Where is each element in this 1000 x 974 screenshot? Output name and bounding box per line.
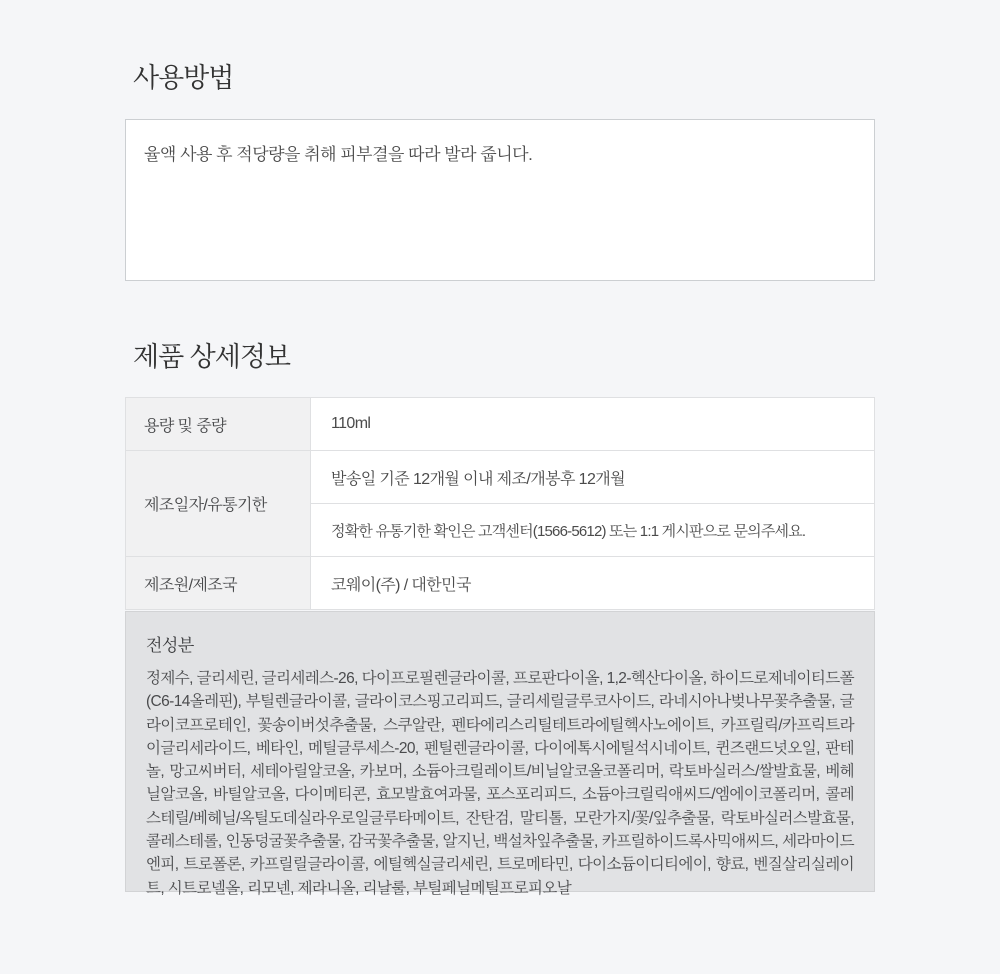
usage-panel bbox=[125, 119, 875, 281]
row-label-expiry: 제조일자/유통기한 bbox=[126, 451, 311, 557]
row-label-manufacturer: 제조원/제조국 bbox=[126, 557, 311, 610]
table-row-capacity bbox=[126, 398, 875, 451]
row-value-capacity: 110ml bbox=[311, 398, 875, 451]
usage-description: 율액 사용 후 적당량을 취해 피부결을 따라 발라 줍니다. bbox=[144, 145, 533, 164]
ingredients-label: 전성분 bbox=[146, 636, 194, 655]
row-value-expiry-2: 정확한 유통기한 확인은 고객센터(1566-5612) 또는 1:1 게시판으로 문의주세요. bbox=[311, 504, 875, 557]
product-detail-table bbox=[125, 397, 875, 610]
usage-section-title: 사용방법 bbox=[133, 63, 234, 93]
table-row-expiry bbox=[126, 451, 875, 504]
row-label-capacity: 용량 및 중량 bbox=[126, 398, 311, 451]
ingredients-text: 정제수, 글리세린, 글리세레스-26, 다이프로필렌글라이콜, 프로판다이올, 1,2-헥산다이올, 하이드로제네이티드폴(C6-14올레핀), 부틸렌글라이콜, 글라이코스핑고리피드, 글리세릴글루코사이드, 라네시아나벚나무꽃추출물, 글라이코프로테인, 꽃송이버섯추출물, 스쿠알란, 펜타에리스리틸테트라에틸헥사노에이트, 카프릴릭/카프릭트라이글리세라이드, 베타인, 메틸글루세스-20, 펜틸렌글라이콜, 다이에톡시에틸석시네이트, 퀸즈랜드넛오일, 판테놀, 망고씨버터, 세테아릴알코올, 카보머, 소듐아크릴레이트/비닐알코올코폴리머, 락토바실러스/쌀발효물, 베헤닐알코올, 바틸알코올, 다이메티콘, 효모발효여과물, 포스포리피드, 소듐아크릴릭애씨드/엠에이코폴리머, 콜레스테릴/베헤닐/옥틸도데실라우로일글루타메이트, 잔탄검, 말티톨, 모란가지/꽃/잎추출물, 락토바실러스발효물, 콜레스테롤, 인동덩굴꽃추출물, 감국꽃추출물, 알지닌, 백설차잎추출물, 카프릴하이드록사믹애씨드, 세라마이드엔피, 트로폴론, 카프릴릴글라이콜, 에틸헥실글리세린, 트로메타민, 다이소듐이디티에이, 향료, 벤질살리실레이트, 시트로넬올, 리모넨, 제라니올, 리날룰, 부틸페닐메틸프로피오날 bbox=[146, 670, 854, 897]
row-value-manufacturer: 코웨이(주) / 대한민국 bbox=[311, 557, 875, 610]
table-row-manufacturer bbox=[126, 557, 875, 610]
ingredients-panel bbox=[125, 611, 875, 897]
row-value-expiry-1: 발송일 기준 12개월 이내 제조/개봉후 12개월 bbox=[311, 451, 875, 504]
detail-section-title: 제품 상세정보 bbox=[133, 342, 290, 372]
